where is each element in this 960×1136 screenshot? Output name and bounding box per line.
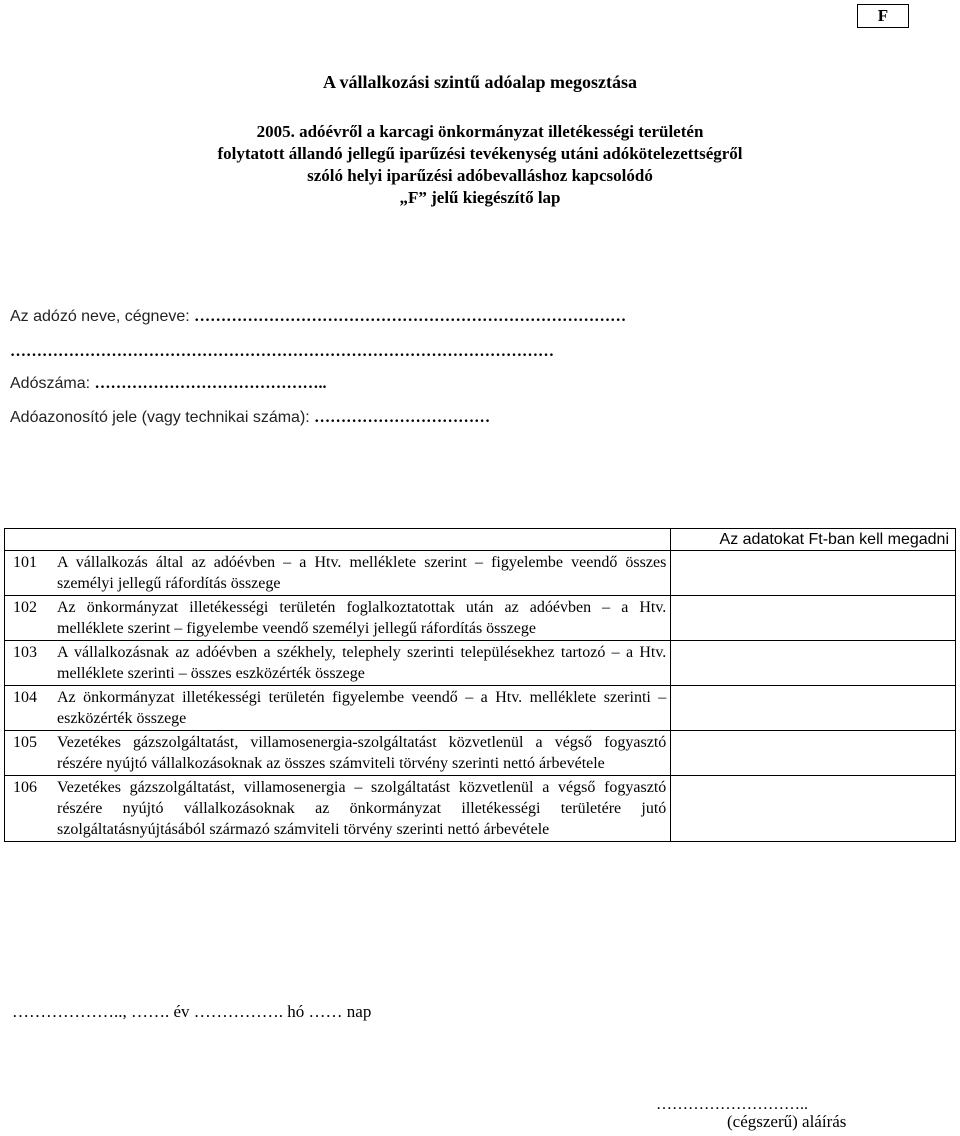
- row-amount-input[interactable]: [671, 641, 956, 686]
- signature-dots[interactable]: ………………………..: [656, 1096, 808, 1113]
- row-code: 103: [13, 644, 37, 661]
- row-code: 106: [13, 779, 37, 796]
- form-letter-box: F: [857, 4, 909, 28]
- row-text: Vezetékes gázszolgáltatást, villamosenergia – szolgáltatást közvetlenül a végső fogyasztó részére nyújtó vállalkozásoknak az önkormányzat illetékességi területére jutó szolgáltatásnyújtásából származó számviteli törvény szerinti nettó árbevétele: [57, 779, 667, 838]
- row-text: A vállalkozásnak az adóévben a székhely, telephely szerinti településekhez tartozó – a Htv. melléklete szerinti – összes eszközérték összege: [57, 644, 667, 682]
- date-line[interactable]: ……………….., ……. év ……………. hó …… nap: [12, 1002, 372, 1021]
- subtitle-line: folytatott állandó jellegű iparűzési tevékenység utáni adókötelezettségről: [217, 144, 743, 163]
- tax-id-label: Adóazonosító jele (vagy technikai száma):: [10, 409, 310, 426]
- tax-number-label: Adószáma:: [10, 375, 91, 392]
- row-description: [5, 776, 671, 842]
- row-description: [5, 551, 671, 596]
- row-text: Az önkormányzat illetékességi területén figyelembe veendő – a Htv. melléklete szerinti – eszközérték összege: [57, 689, 667, 727]
- row-text: Az önkormányzat illetékességi területén foglalkoztatottak után az adóévben – a Htv. melléklete szerint – figyelembe veendő személyi jellegű ráfordítás összege: [57, 599, 667, 637]
- row-description: [5, 731, 671, 776]
- tax-id-field[interactable]: [10, 409, 490, 427]
- row-description: [5, 596, 671, 641]
- row-amount-input[interactable]: [671, 731, 956, 776]
- table-row: [5, 776, 956, 842]
- taxpayer-name-label: Az adózó neve, cégneve:: [10, 308, 190, 325]
- amount-header: Az adatokat Ft-ban kell megadni: [671, 529, 956, 551]
- page-subtitle: [0, 121, 960, 209]
- table-row: [5, 596, 956, 641]
- row-text: Vezetékes gázszolgáltatást, villamosenergia-szolgáltatást közvetlenül a végső fogyasztó részére nyújtó vállalkozásoknak az összes számviteli törvény szerinti nettó árbevétele: [57, 734, 667, 772]
- row-code: 104: [13, 689, 37, 706]
- subtitle-line: 2005. adóévről a karcagi önkormányzat illetékességi területén: [256, 122, 704, 141]
- taxpayer-name-dots: ………………………………………………………………………: [194, 308, 627, 325]
- row-description: [5, 641, 671, 686]
- tax-number-dots: ……………………………………..: [94, 375, 327, 392]
- table-row: [5, 731, 956, 776]
- row-code: 105: [13, 734, 37, 751]
- row-amount-input[interactable]: [671, 551, 956, 596]
- row-amount-input[interactable]: [671, 596, 956, 641]
- header-blank-cell: [5, 529, 671, 551]
- row-code: 101: [13, 554, 37, 571]
- row-text: A vállalkozás által az adóévben – a Htv. melléklete szerint – figyelembe veendő összes személyi jellegű ráfordítás összege: [57, 554, 667, 592]
- table-row: [5, 686, 956, 731]
- taxpayer-name-dots-line2: …………………………………………………………………………………………: [10, 343, 554, 360]
- subtitle-line: szóló helyi iparűzési adóbevalláshoz kapcsolódó: [307, 166, 653, 185]
- page-title: A vállalkozási szintű adóalap megosztása: [322, 72, 638, 92]
- tax-id-dots: ……………………………: [314, 409, 491, 426]
- row-code: 102: [13, 599, 37, 616]
- taxpayer-name-field[interactable]: [10, 308, 626, 326]
- row-amount-input[interactable]: [671, 686, 956, 731]
- table-row: [5, 641, 956, 686]
- row-description: [5, 686, 671, 731]
- tax-number-field[interactable]: [10, 375, 327, 393]
- subtitle-line: „F” jelű kiegészítő lap: [399, 188, 561, 207]
- taxpayer-name-field-line2[interactable]: [10, 343, 554, 361]
- table-header-row: [5, 529, 956, 551]
- signature-label: (cégszerű) aláírás: [727, 1112, 847, 1131]
- row-amount-input[interactable]: [671, 776, 956, 842]
- apportionment-table: [4, 528, 956, 842]
- table-row: [5, 551, 956, 596]
